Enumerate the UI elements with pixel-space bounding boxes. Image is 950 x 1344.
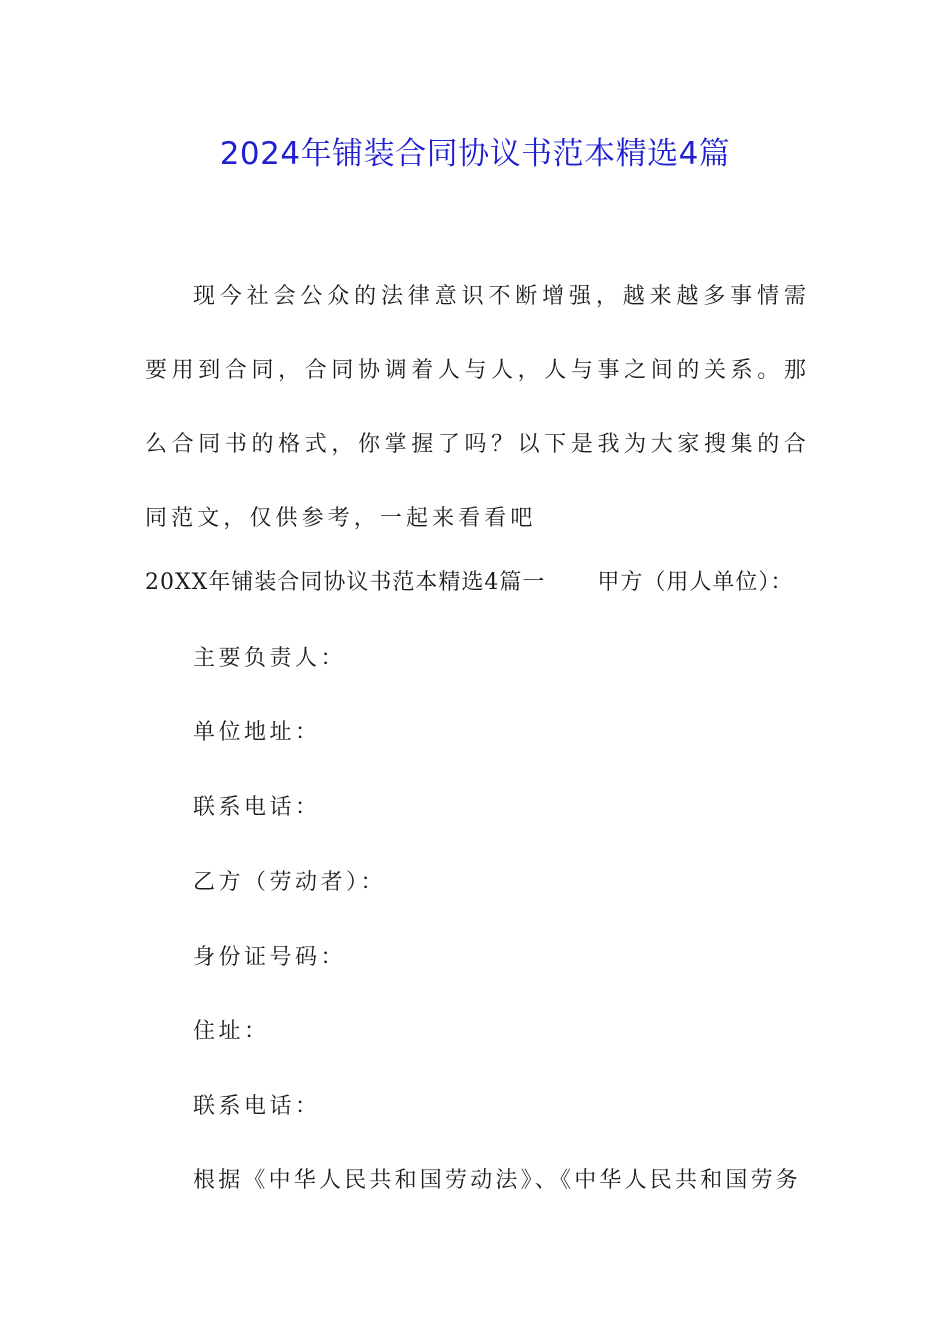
field-phone-b: 联系电话： xyxy=(193,1094,321,1119)
field-residence: 住址： xyxy=(193,1019,270,1044)
section-heading-line xyxy=(145,558,810,608)
field-phone: 联系电话： xyxy=(193,795,321,820)
document-title: 2024年铺装合同协议书范本精选4篇 xyxy=(219,136,731,172)
field-address: 单位地址： xyxy=(193,720,321,745)
legal-basis-line: 根据《中华人民共和国劳动法》、《中华人民共和国劳务 xyxy=(193,1168,802,1193)
field-id-number: 身份证号码： xyxy=(193,945,347,970)
party-a-label: 甲方（用人单位）： xyxy=(597,570,794,595)
section-heading: 20XX年铺装合同协议书范本精选4篇一 xyxy=(145,570,546,595)
intro-paragraph: 现今社会公众的法律意识不断增强，越来越多事情需要用到合同，合同协调着人与人，人与事之间的关系。那么合同书的格式，你掌握了吗？以下是我为大家搜集的合同范文，仅供参考，一起来看看吧 xyxy=(145,284,810,531)
field-party-b: 乙方（劳动者）： xyxy=(193,870,387,895)
field-principal: 主要负责人： xyxy=(193,646,347,671)
